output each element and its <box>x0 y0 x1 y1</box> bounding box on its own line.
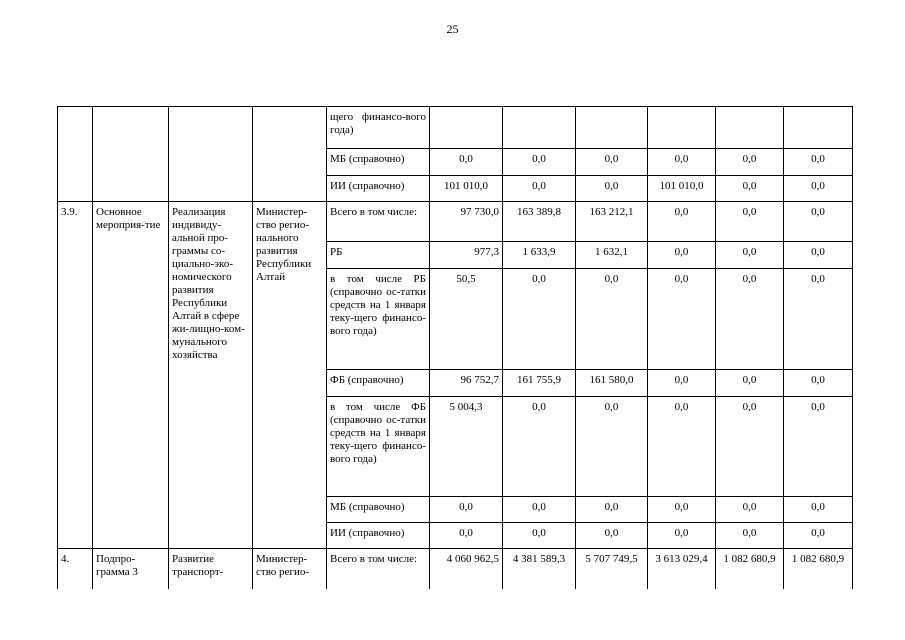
row-executor-cell <box>253 107 327 202</box>
value-cell <box>648 107 716 149</box>
value-cell: 101 010,0 <box>648 176 716 202</box>
value-cell: 0,0 <box>784 176 853 202</box>
value-cell: 0,0 <box>576 497 648 523</box>
funding-source: РБ <box>327 242 430 269</box>
value-cell: 0,0 <box>716 397 784 497</box>
value-cell: 0,0 <box>503 523 576 549</box>
value-cell: 0,0 <box>648 202 716 242</box>
value-cell: 0,0 <box>648 269 716 370</box>
value-cell: 0,0 <box>784 149 853 176</box>
item-type: Подпро-грамма 3 <box>93 549 169 589</box>
value-cell: 4 381 589,3 <box>503 549 576 589</box>
value-cell: 161 755,9 <box>503 370 576 397</box>
item-executor: Министер-ство регио- <box>253 549 327 589</box>
value-cell: 0,0 <box>648 497 716 523</box>
value-cell: 5 707 749,5 <box>576 549 648 589</box>
value-cell: 163 212,1 <box>576 202 648 242</box>
value-cell: 5 004,3 <box>430 397 503 497</box>
value-cell: 0,0 <box>648 397 716 497</box>
value-cell: 4 060 962,5 <box>430 549 503 589</box>
table-row <box>58 107 853 149</box>
value-cell: 0,0 <box>503 269 576 370</box>
funding-source: МБ (справочно) <box>327 149 430 176</box>
funding-source: ФБ (справочно) <box>327 370 430 397</box>
value-cell: 0,0 <box>430 497 503 523</box>
funding-source: МБ (справочно) <box>327 497 430 523</box>
value-cell: 0,0 <box>716 370 784 397</box>
value-cell: 1 082 680,9 <box>784 549 853 589</box>
value-cell: 101 010,0 <box>430 176 503 202</box>
item-name: Развитие транспорт- <box>169 549 253 589</box>
value-cell: 0,0 <box>784 497 853 523</box>
value-cell: 0,0 <box>648 370 716 397</box>
value-cell: 0,0 <box>503 149 576 176</box>
value-cell: 0,0 <box>716 269 784 370</box>
funding-source: в том числе РБ (справочно ос-татки средств на 1 января теку-щего финансо-вого года) <box>327 269 430 370</box>
value-cell: 97 730,0 <box>430 202 503 242</box>
value-cell: 0,0 <box>503 397 576 497</box>
item-number: 3.9. <box>58 202 93 549</box>
funding-source: Всего в том числе: <box>327 549 430 589</box>
value-cell <box>716 107 784 149</box>
row-type-cell <box>93 107 169 202</box>
funding-source: щего финансо-вого года) <box>327 107 430 149</box>
item-type: Основное мероприя-тие <box>93 202 169 549</box>
funding-source: ИИ (справочно) <box>327 523 430 549</box>
value-cell <box>430 107 503 149</box>
value-cell: 0,0 <box>784 370 853 397</box>
row-num-cell <box>58 107 93 202</box>
value-cell: 0,0 <box>784 523 853 549</box>
value-cell: 0,0 <box>784 202 853 242</box>
value-cell: 0,0 <box>503 497 576 523</box>
value-cell <box>576 107 648 149</box>
item-number: 4. <box>58 549 93 589</box>
value-cell: 0,0 <box>576 176 648 202</box>
row-name-cell <box>169 107 253 202</box>
funding-source: в том числе ФБ (справочно ос-татки средств на 1 января теку-щего финансо-вого года) <box>327 397 430 497</box>
value-cell: 0,0 <box>648 242 716 269</box>
value-cell: 0,0 <box>430 523 503 549</box>
value-cell: 977,3 <box>430 242 503 269</box>
value-cell: 0,0 <box>784 269 853 370</box>
value-cell: 0,0 <box>576 523 648 549</box>
table-row <box>58 202 853 242</box>
item-executor: Министер-ство регио-нального развития Республики Алтай <box>253 202 327 549</box>
value-cell: 0,0 <box>784 397 853 497</box>
item-name: Реализация индивиду-альной про-граммы со-циально-эко-номического развития Республики Алтай в сфере жи-лищно-ком-мунального хозяйства <box>169 202 253 549</box>
value-cell: 0,0 <box>503 176 576 202</box>
value-cell: 1 633,9 <box>503 242 576 269</box>
value-cell: 0,0 <box>716 202 784 242</box>
page-number: 25 <box>446 22 459 36</box>
value-cell: 0,0 <box>576 269 648 370</box>
value-cell: 0,0 <box>716 497 784 523</box>
budget-table <box>57 106 853 589</box>
table-row <box>58 549 853 589</box>
value-cell: 3 613 029,4 <box>648 549 716 589</box>
value-cell: 0,0 <box>576 397 648 497</box>
value-cell <box>503 107 576 149</box>
value-cell: 0,0 <box>648 149 716 176</box>
funding-source: ИИ (справочно) <box>327 176 430 202</box>
value-cell: 0,0 <box>648 523 716 549</box>
value-cell: 0,0 <box>716 149 784 176</box>
value-cell: 50,5 <box>430 269 503 370</box>
value-cell: 0,0 <box>716 176 784 202</box>
value-cell: 96 752,7 <box>430 370 503 397</box>
value-cell: 161 580,0 <box>576 370 648 397</box>
value-cell: 163 389,8 <box>503 202 576 242</box>
value-cell: 0,0 <box>576 149 648 176</box>
value-cell: 0,0 <box>716 523 784 549</box>
value-cell: 0,0 <box>430 149 503 176</box>
value-cell: 0,0 <box>716 242 784 269</box>
value-cell <box>784 107 853 149</box>
value-cell: 1 082 680,9 <box>716 549 784 589</box>
value-cell: 0,0 <box>784 242 853 269</box>
funding-source: Всего в том числе: <box>327 202 430 242</box>
value-cell: 1 632,1 <box>576 242 648 269</box>
